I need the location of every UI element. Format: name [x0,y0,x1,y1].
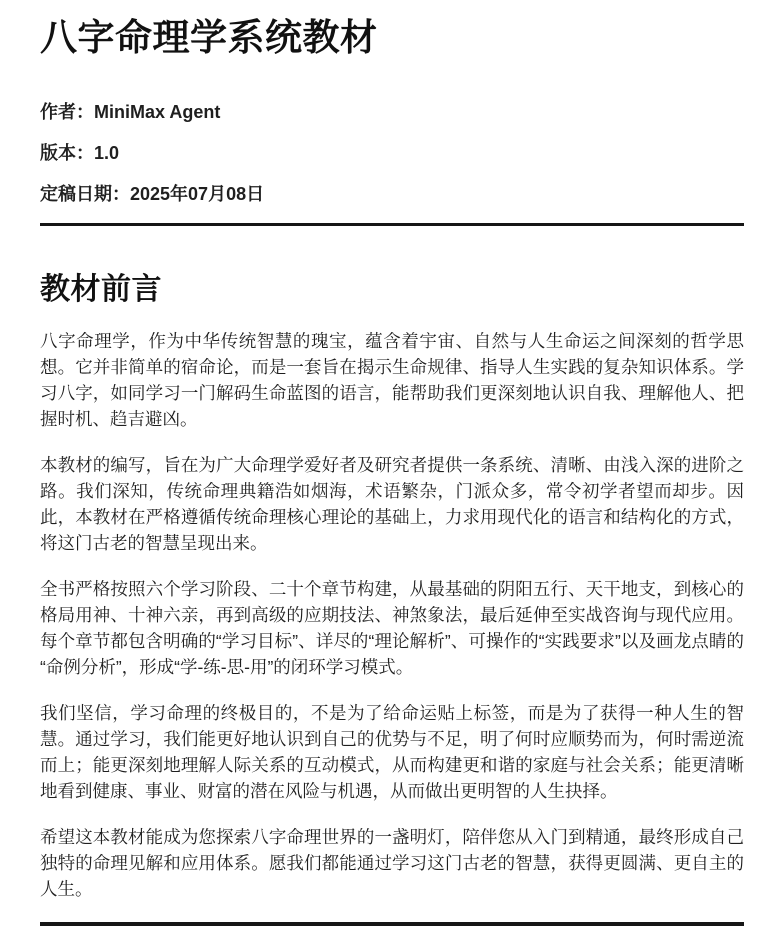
paragraph-2: 本教材的编写，旨在为广大命理学爱好者及研究者提供一条系统、清晰、由浅入深的进阶之路。我们深知，传统命理典籍浩如烟海，术语繁杂，门派众多，常令初学者望而却步。因此，本教材在严格遵循传统命理核心理论的基础上，力求用现代化的语言和结构化的方式，将这门古老的智慧呈现出来。 [40,455,744,553]
paragraph-4: 我们坚信，学习命理的终极目的，不是为了给命运贴上标签，而是为了获得一种人生的智慧。通过学习，我们能更好地认识到自己的优势与不足，明了何时应顺势而为，何时需逆流而上；能更深刻地理解人际关系的互动模式，从而构建更和谐的家庭与社会关系；能更清晰地看到健康、事业、财富的潜在风险与机遇，从而做出更明智的人生抉择。 [40,703,744,801]
paragraph-3: 全书严格按照六个学习阶段、二十个章节构建，从最基础的阴阳五行、天干地支，到核心的格局用神、十神六亲，再到高级的应期技法、神煞象法，最后延伸至实战咨询与现代应用。每个章节都包含明确的“学习目标”、详尽的“理论解析”、可操作的“实践要求”以及画龙点睛的“命例分析”，形成“学-练-思-用”的闭环学习模式。 [40,579,744,677]
preface-body [40,328,744,902]
section-heading-preface: 教材前言 [40,273,162,306]
meta-version-label: 版本： [40,143,94,163]
meta-version [40,141,744,165]
meta-author-value: MiniMax Agent [94,102,221,122]
meta-date-value: 2025年07月08日 [130,184,265,204]
meta-author [40,100,744,124]
meta-version-value: 1.0 [94,143,120,163]
top-divider [40,223,744,226]
meta-author-label: 作者： [40,102,94,122]
bottom-divider [40,922,744,926]
paragraph-5: 希望这本教材能成为您探索八字命理世界的一盏明灯，陪伴您从入门到精通，最终形成自己独特的命理见解和应用体系。愿我们都能通过学习这门古老的智慧，获得更圆满、更自主的人生。 [40,827,744,899]
paragraph-1: 八字命理学，作为中华传统智慧的瑰宝，蕴含着宇宙、自然与人生命运之间深刻的哲学思想。它并非简单的宿命论，而是一套旨在揭示生命规律、指导人生实践的复杂知识体系。学习八字，如同学习一门解码生命蓝图的语言，能帮助我们更深刻地认识自我、理解他人、把握时机、趋吉避凶。 [40,331,744,429]
page-title: 八字命理学系统教材 [40,17,378,58]
meta-date-label: 定稿日期： [40,184,130,204]
meta-date [40,182,744,206]
